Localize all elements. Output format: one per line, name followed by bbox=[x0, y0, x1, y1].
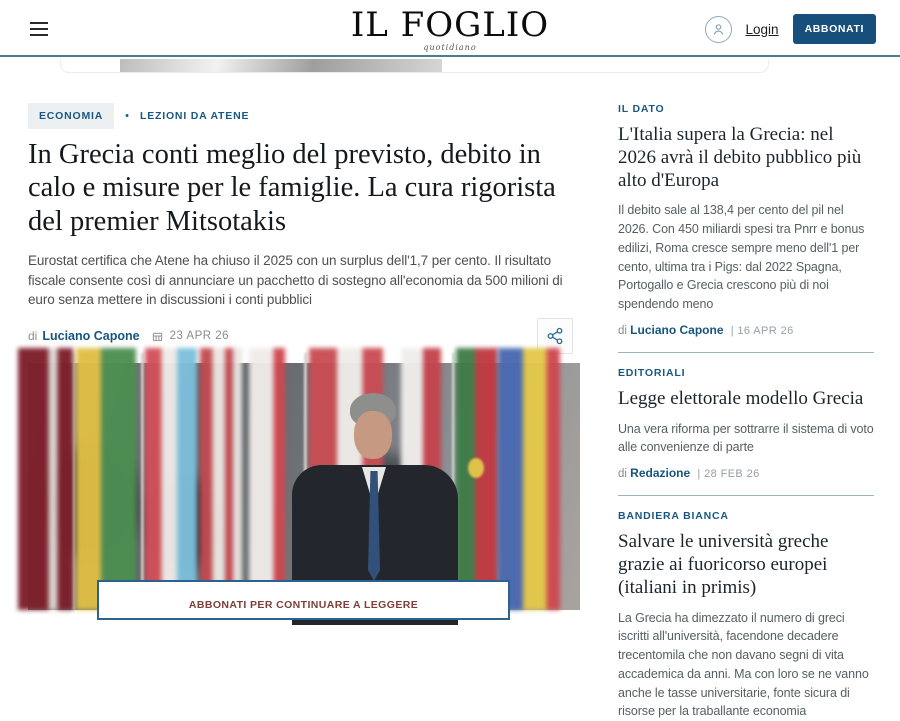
paywall-banner[interactable] bbox=[97, 580, 510, 620]
sidebar-article-il-dato bbox=[618, 103, 874, 337]
flag-romania bbox=[498, 348, 560, 610]
flag-lithuania bbox=[76, 348, 136, 610]
sidebar-article-excerpt: La Grecia ha dimezzato il numero di greci iscritti all'università, facendone decadere trecentomila che non davano segni di vita accademica da anni. Ma con loro se ne vanno anche le tasse universitarie, fonte sicura di risorse per la traballante economia bbox=[618, 610, 869, 719]
sidebar-byline bbox=[618, 323, 874, 337]
flag-portugal-emblem bbox=[468, 458, 484, 478]
related-sidebar bbox=[618, 103, 874, 721]
article-standfirst: Eurostat certifica che Atene ha chiuso il 2025 con un surplus dell'1,7 per cento. Il risultato fiscale consente così di annunciare un pacchetto di sostegno all'economia da 500 milioni di euro senza mettere in discussioni i conti pubblici bbox=[28, 253, 563, 308]
sidebar-kicker[interactable]: BANDIERA BIANCA bbox=[618, 510, 729, 523]
calendar-icon bbox=[152, 331, 163, 342]
author-link[interactable]: Luciano Capone bbox=[630, 322, 724, 337]
sidebar-article-editoriali bbox=[618, 367, 874, 480]
flag-latvia bbox=[18, 348, 73, 610]
login-link[interactable]: Login bbox=[745, 21, 779, 37]
byline-prefix: di bbox=[28, 329, 38, 343]
flag-luxembourg bbox=[145, 348, 197, 610]
byline-prefix: di bbox=[618, 468, 627, 481]
subscribe-button[interactable]: ABBONATI bbox=[793, 14, 876, 44]
sidebar-article-title[interactable]: L'Italia supera la Grecia: nel 2026 avrà il debito pubblico più alto d'Europa bbox=[618, 124, 862, 191]
ad-image-fragment bbox=[120, 59, 442, 72]
article-kickers bbox=[28, 103, 249, 129]
publish-date: | 28 FEB 26 bbox=[697, 468, 760, 481]
figure-face bbox=[354, 411, 392, 459]
flag-portugal bbox=[456, 348, 498, 610]
header-actions bbox=[705, 14, 876, 44]
kicker-separator: • bbox=[125, 110, 130, 122]
flag-malta bbox=[249, 348, 285, 610]
byline-prefix: di bbox=[618, 324, 627, 337]
sidebar-article-excerpt: Una vera riforma per sottrarre il sistema di voto alle convenienze di parte bbox=[618, 421, 874, 455]
sidebar-byline bbox=[618, 466, 874, 480]
publish-date: | 16 APR 26 bbox=[730, 324, 794, 337]
article-byline bbox=[28, 329, 229, 343]
sidebar-divider bbox=[618, 352, 874, 353]
sidebar-article-title[interactable]: Legge elettorale modello Grecia bbox=[618, 387, 864, 409]
flag-pole bbox=[141, 353, 144, 610]
user-icon[interactable] bbox=[705, 16, 732, 43]
flag-austria bbox=[200, 348, 242, 610]
author-link[interactable]: Redazione bbox=[630, 466, 691, 481]
section-tag-economia[interactable]: ECONOMIA bbox=[28, 103, 114, 129]
topic-tag[interactable]: LEZIONI DA ATENE bbox=[140, 110, 250, 122]
sidebar-article-excerpt: Il debito sale al 138,4 per cento del pil nel 2026. Con 450 miliardi spesi tra Pnrr e bonus edilizi, Roma cresce sempre meno dell'1 per cento, ultima tra i Pigs: dal 2022 Spagna, Portogallo e Grecia crescono più di noi spendendo meno bbox=[618, 203, 865, 312]
sidebar-divider bbox=[618, 495, 874, 496]
article-hero-image bbox=[28, 363, 580, 610]
sidebar-kicker[interactable]: EDITORIALI bbox=[618, 366, 686, 379]
article-title: In Grecia conti meglio del previsto, debito in calo e misure per le famiglie. La cura rigorista del premier Mitsotakis bbox=[28, 139, 556, 237]
share-icon bbox=[546, 327, 564, 345]
sidebar-article-bandiera-bianca bbox=[618, 510, 874, 721]
site-header bbox=[0, 0, 900, 57]
sidebar-article-title[interactable]: Salvare le università greche grazie ai fuoricorso europei (italiani in primis) bbox=[618, 531, 829, 598]
site-logo-subtitle: quotidiano bbox=[423, 43, 477, 52]
paywall-label: ABBONATI PER CONTINUARE A LEGGERE bbox=[188, 599, 419, 611]
publish-date: 23 APR 26 bbox=[169, 330, 230, 342]
author-link[interactable]: Luciano Capone bbox=[42, 329, 140, 343]
ad-card-remnant bbox=[60, 59, 769, 73]
site-logo[interactable]: IL FOGLIO bbox=[350, 5, 550, 45]
sidebar-kicker[interactable]: IL DATO bbox=[618, 103, 665, 115]
